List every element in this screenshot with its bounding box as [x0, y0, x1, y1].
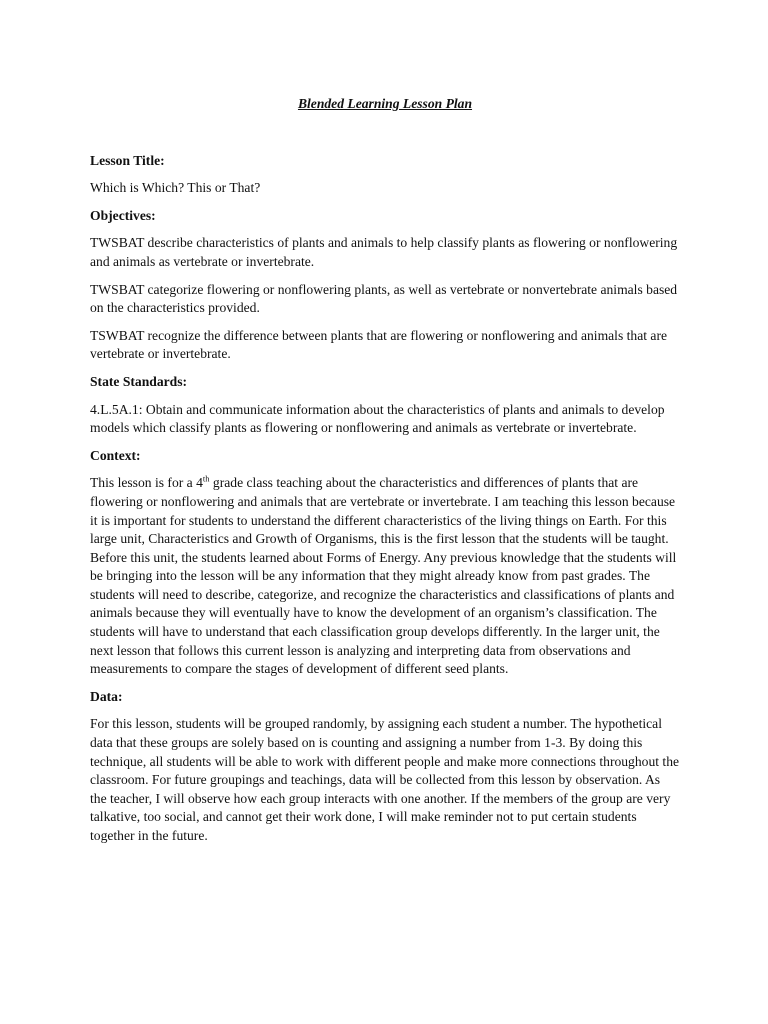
objective-paragraph: TSWBAT recognize the difference between plants that are flowering or nonflowering and animals that are vertebrate or invertebrate. [90, 327, 668, 362]
context-text-start: This lesson is for a 4 [90, 475, 203, 491]
document-body [90, 95, 680, 855]
document-title: Blended Learning Lesson Plan [297, 96, 473, 111]
context-text-rest: grade class teaching about the characteristics and differences of plants that are flowering or nonflowering and animals that are vertebrate or invertebrate. I am teaching this lesson because it is important for students to understand the different characteristics of the living things on Earth. For this large unit, Characteristics and Growth of Organisms, this is the first lesson that the students will be taught. Before this unit, the students learned about Forms of Energy. Any previous knowledge that the students will be bringing into the lesson will be any information that they might already know from past grades. The students will need to describe, categorize, and recognize the characteristics and classifications of plants and animals because they will eventually have to know the development of an organism’s classification. The students will have to understand that each classification group develops differently. In the larger unit, the next lesson that follows this current lesson is analyzing and interpreting data from observations and measurements to compare the stages of development of different seed plants. [90, 475, 677, 677]
objective-paragraph: TWSBAT categorize flowering or nonflowering plants, as well as vertebrate or nonvertebrate animals based on the characteristics provided. [90, 281, 678, 316]
state-standards-heading: State Standards: [90, 373, 188, 389]
context-heading: Context: [90, 447, 141, 463]
data-paragraph: For this lesson, students will be grouped randomly, by assigning each student a number. The hypothetical data that these groups are solely based on is counting and assigning a number from 1-3. By doing this technique, all students will be able to work with different people and make more connections throughout the classroom. For future groupings and teachings, data will be collected from this lesson by observation. As the teacher, I will observe how each group interacts with one another. If the members of the group are very talkative, too social, and cannot get their work done, I will make reminder not to put certain students together in the future. [90, 716, 680, 843]
state-standards-text: 4.L.5A.1: Obtain and communicate information about the characteristics of plants and animals to develop models which classify plants as flowering or nonflowering and animals as vertebrate or invertebrate. [90, 401, 665, 436]
ordinal-superscript: th [202, 473, 210, 484]
data-heading: Data: [90, 688, 123, 704]
objective-paragraph: TWSBAT describe characteristics of plants and animals to help classify plants as flowering or nonflowering and animals as vertebrate or invertebrate. [90, 235, 678, 269]
lesson-title-text: Which is Which? This or That? [90, 180, 261, 196]
objectives-heading: Objectives: [90, 207, 156, 223]
lesson-title-heading: Lesson Title: [90, 152, 165, 168]
context-paragraph [90, 474, 680, 679]
